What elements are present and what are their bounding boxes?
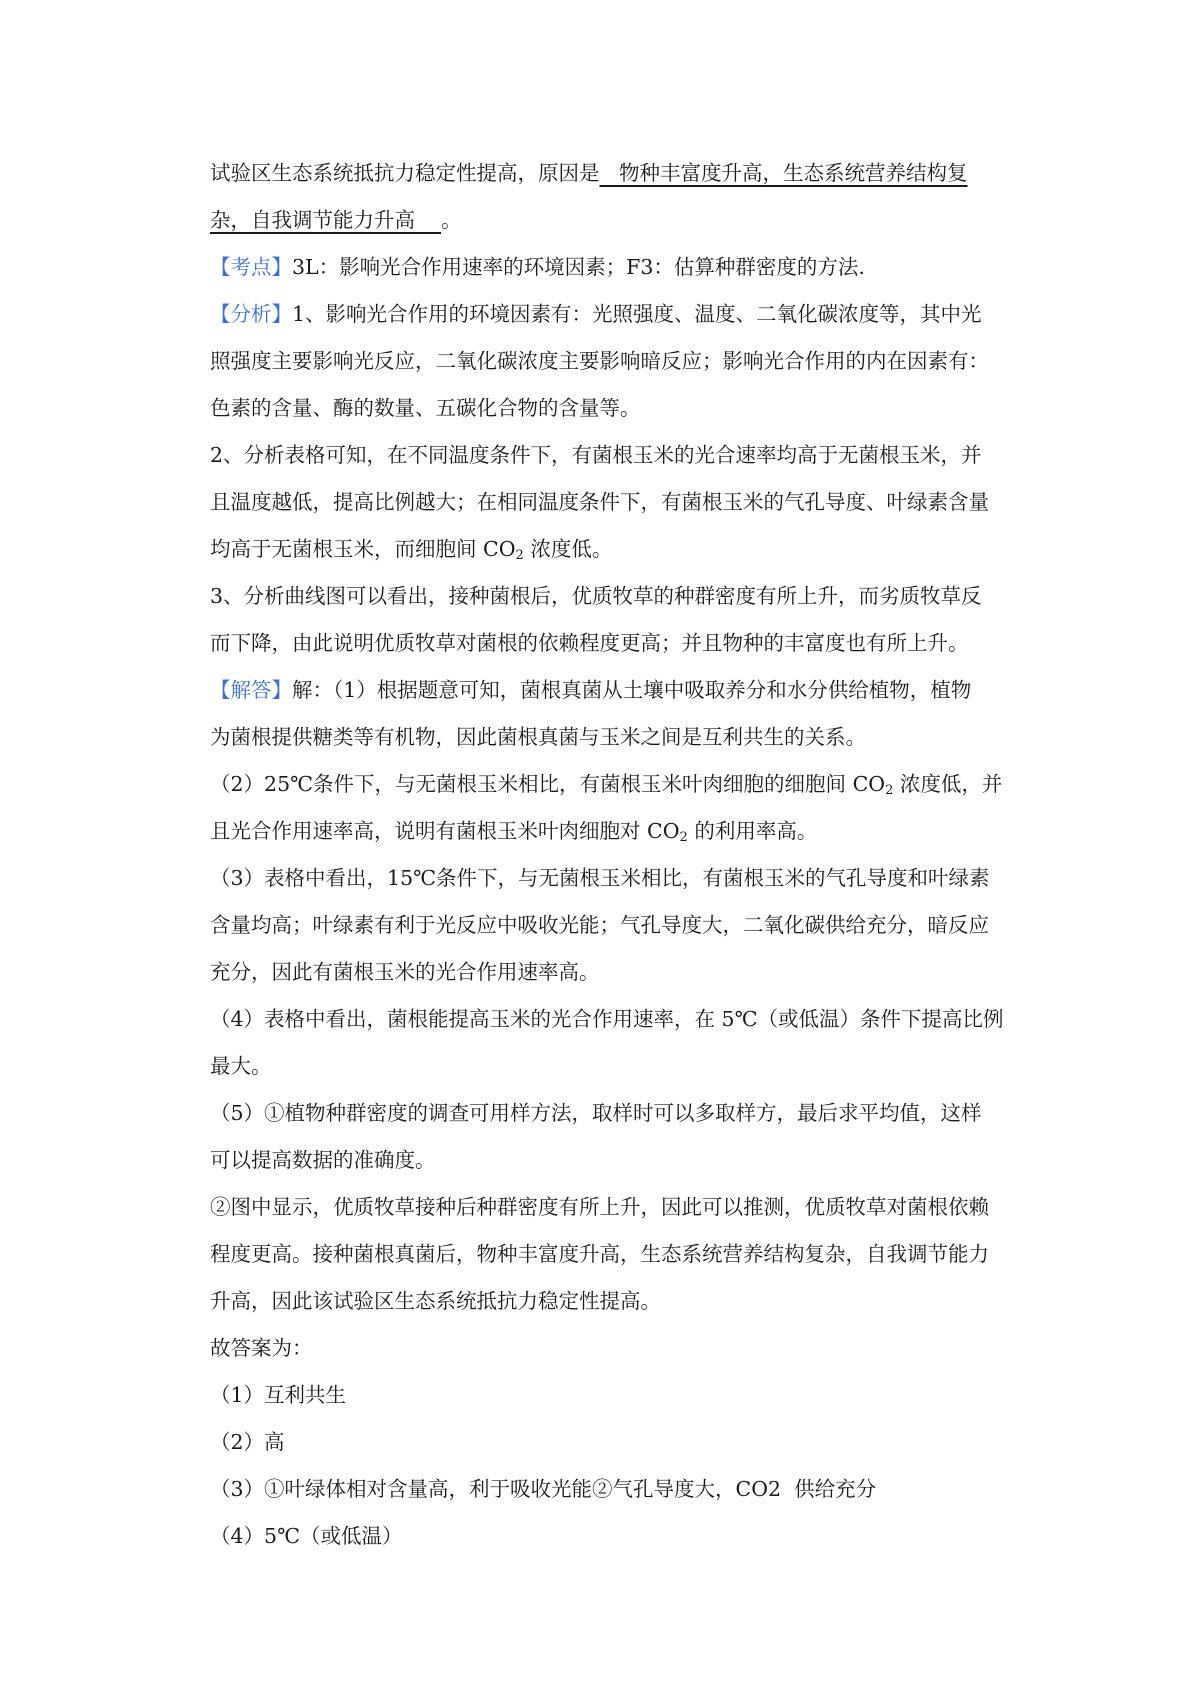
jieda-line-8: （4）表格中看出，菌根能提高玉米的光合作用速率，在 5℃（或低温）条件下提高比例 (210, 1007, 1004, 1031)
kaodian-text: 3L：影响光合作用速率的环境因素；F3：估算种群密度的方法. (292, 255, 865, 279)
jieda-line-12: ②图中显示，优质牧草接种后种群密度有所上升，因此可以推测，优质牧草对菌根依赖 (210, 1195, 989, 1219)
subscript: 2 (885, 783, 894, 798)
jieda-s2-tail: 浓度低，并 (893, 772, 1003, 796)
jieda-s2-text: （2）25℃条件下，与无菌根玉米相比，有菌根玉米叶肉细胞的细胞间 CO (210, 772, 886, 796)
fenxi-line-4: 2、分析表格可知，在不同温度条件下，有菌根玉米的光合速率均高于无菌根玉米，并 (210, 443, 982, 467)
jieda-line-13: 程度更高。接种菌根真菌后，物种丰富度升高，生态系统营养结构复杂，自我调节能力 (210, 1242, 989, 1266)
fenxi-line-1 (210, 291, 1022, 338)
jieda-line-5: （3）表格中看出，15℃条件下，与无菌根玉米相比，有菌根玉米的气孔导度和叶绿素 (210, 866, 990, 890)
jieda-line-6: 含量均高；叶绿素有利于光反应中吸收光能；气孔导度大，二氧化碳供给充分，暗反应 (210, 913, 989, 937)
jieda-line-10: （5）①植物种群密度的调查可用样方法，取样时可以多取样方，最后求平均值，这样 (210, 1101, 982, 1125)
fenxi-line-2: 照强度主要影响光反应，二氧化碳浓度主要影响暗反应；影响光合作用的内在因素有： (210, 349, 989, 373)
fenxi-co2-text: 均高于无菌根玉米，而细胞间 CO (210, 537, 516, 561)
jieda-line-4 (210, 808, 1022, 855)
answer-item-4: （4）5℃（或低温） (210, 1524, 403, 1548)
fenxi-line-7: 3、分析曲线图可以看出，接种菌根后，优质牧草的种群密度有所上升，而劣质牧草反 (210, 584, 982, 608)
answer-item-1: （1）互利共生 (210, 1383, 347, 1407)
jieda-line-2: 为菌根提供糖类等有机物，因此菌根真菌与玉米之间是互利共生的关系。 (210, 725, 866, 749)
jieda-s1-text: 解：（1）根据题意可知，菌根真菌从土壤中吸取养分和水分供给植物，植物 (292, 678, 972, 702)
document-page (210, 150, 1022, 1560)
intro-answer-underlined-cont: 杂，自我调节能力升高 (210, 208, 442, 232)
jieda-line-9: 最大。 (210, 1054, 272, 1078)
jieda-line-3 (210, 761, 1022, 808)
jieda-line-14: 升高，因此该试验区生态系统抵抗力稳定性提高。 (210, 1289, 661, 1313)
fenxi-tag: 【分析】 (210, 302, 292, 326)
intro-text: 试验区生态系统抵抗力稳定性提高，原因是 (210, 161, 600, 185)
kaodian-tag: 【考点】 (210, 255, 292, 279)
jieda-line-11: 可以提高数据的准确度。 (210, 1148, 436, 1172)
intro-line-1 (210, 150, 1022, 197)
answers-heading: 故答案为： (210, 1336, 313, 1360)
fenxi-co2-tail: 浓度低。 (523, 537, 613, 561)
fenxi-p1-text: 1、影响光合作用的环境因素有：光照强度、温度、二氧化碳浓度等，其中光 (292, 302, 982, 326)
jieda-line-7: 充分，因此有菌根玉米的光合作用速率高。 (210, 960, 600, 984)
kaodian-line (210, 244, 1022, 291)
fenxi-line-3: 色素的含量、酶的数量、五碳化合物的含量等。 (210, 396, 641, 420)
fenxi-line-5: 且温度越低，提高比例越大；在相同温度条件下，有菌根玉米的气孔导度、叶绿素含量 (210, 490, 989, 514)
jieda-tag: 【解答】 (210, 678, 292, 702)
answer-item-2: （2）高 (210, 1430, 285, 1454)
subscript: 2 (679, 830, 688, 845)
jieda-line-1 (210, 667, 1022, 714)
intro-line-2 (210, 197, 1022, 244)
jieda-s2-text-2: 且光合作用速率高，说明有菌根玉米叶肉细胞对 CO (210, 819, 680, 843)
fenxi-line-8: 而下降，由此说明优质牧草对菌根的依赖程度更高；并且物种的丰富度也有所上升。 (210, 631, 969, 655)
intro-answer-underlined: 物种丰富度升高，生态系统营养结构复 (599, 161, 968, 185)
jieda-s2-tail-2: 的利用率高。 (687, 819, 818, 843)
answer-item-3: （3）①叶绿体相对含量高，利于吸收光能②气孔导度大，CO2 供给充分 (210, 1477, 877, 1501)
intro-end: 。 (441, 208, 462, 232)
subscript: 2 (515, 548, 524, 563)
fenxi-line-6 (210, 526, 1022, 573)
